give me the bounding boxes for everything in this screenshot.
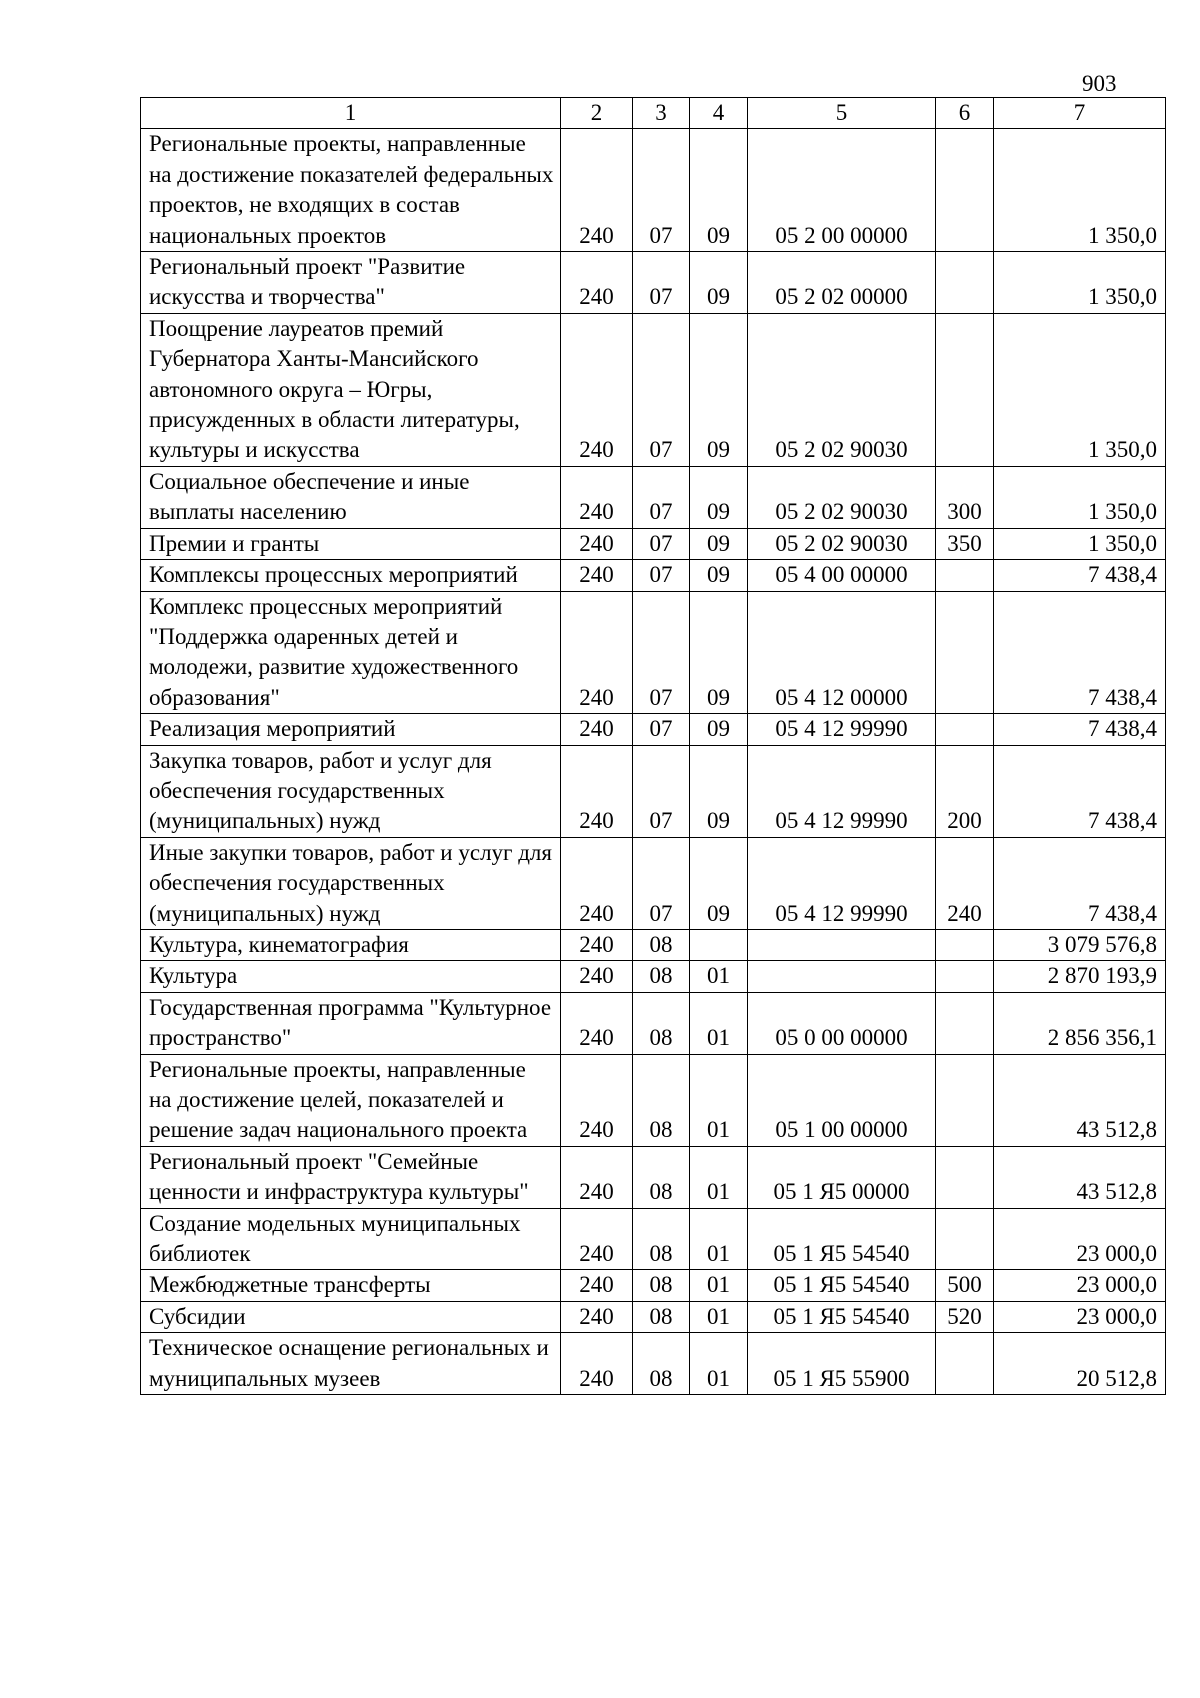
target-article-cell: 05 2 02 90030: [748, 466, 936, 528]
subsection-code-cell: 01: [690, 1146, 748, 1208]
ministry-code-cell: 240: [561, 252, 633, 314]
section-code-cell: 08: [633, 1208, 690, 1270]
amount-cell: 3 079 576,8: [994, 929, 1166, 960]
expense-type-cell: 350: [936, 528, 994, 559]
row-name-cell: Реализация мероприятий: [141, 714, 561, 745]
amount-cell: 1 350,0: [994, 313, 1166, 466]
row-name-cell: Межбюджетные трансферты: [141, 1270, 561, 1301]
subsection-code-cell: 09: [690, 466, 748, 528]
target-article-cell: 05 0 00 00000: [748, 992, 936, 1054]
row-name-cell: Государственная программа "Культурное пространство": [141, 992, 561, 1054]
target-article-cell: 05 4 12 99990: [748, 745, 936, 837]
ministry-code-cell: 240: [561, 929, 633, 960]
expense-type-cell: [936, 1054, 994, 1146]
row-name-cell: Социальное обеспечение и иные выплаты населению: [141, 466, 561, 528]
row-name-cell: Субсидии: [141, 1301, 561, 1332]
amount-cell: 43 512,8: [994, 1054, 1166, 1146]
target-article-cell: 05 4 12 99990: [748, 837, 936, 929]
section-code-cell: 08: [633, 992, 690, 1054]
subsection-code-cell: 09: [690, 528, 748, 559]
subsection-code-cell: 01: [690, 1208, 748, 1270]
amount-cell: 23 000,0: [994, 1208, 1166, 1270]
section-code-cell: 08: [633, 961, 690, 992]
target-article-cell: 05 1 00 00000: [748, 1054, 936, 1146]
row-name-cell: Комплекс процессных мероприятий "Поддержка одаренных детей и молодежи, развитие художественного образования": [141, 591, 561, 714]
target-article-cell: 05 2 02 90030: [748, 528, 936, 559]
table-row: [141, 528, 1166, 559]
header-cell: 5: [748, 98, 936, 129]
target-article-cell: 05 1 Я5 54540: [748, 1301, 936, 1332]
subsection-code-cell: 01: [690, 961, 748, 992]
amount-cell: 7 438,4: [994, 714, 1166, 745]
subsection-code-cell: 09: [690, 837, 748, 929]
row-name-cell: Культура: [141, 961, 561, 992]
row-name-cell: Премии и гранты: [141, 528, 561, 559]
ministry-code-cell: 240: [561, 714, 633, 745]
amount-cell: 7 438,4: [994, 591, 1166, 714]
section-code-cell: 08: [633, 1054, 690, 1146]
section-code-cell: 08: [633, 1333, 690, 1395]
ministry-code-cell: 240: [561, 1146, 633, 1208]
amount-cell: 7 438,4: [994, 560, 1166, 591]
ministry-code-cell: 240: [561, 1054, 633, 1146]
ministry-code-cell: 240: [561, 313, 633, 466]
section-code-cell: 08: [633, 1270, 690, 1301]
target-article-cell: 05 1 Я5 54540: [748, 1270, 936, 1301]
subsection-code-cell: 09: [690, 252, 748, 314]
target-article-cell: 05 1 Я5 54540: [748, 1208, 936, 1270]
row-name-cell: Комплексы процессных мероприятий: [141, 560, 561, 591]
table-row: [141, 714, 1166, 745]
row-name-cell: Техническое оснащение региональных и муниципальных музеев: [141, 1333, 561, 1395]
expense-type-cell: 500: [936, 1270, 994, 1301]
expense-type-cell: [936, 591, 994, 714]
section-code-cell: 07: [633, 129, 690, 252]
subsection-code-cell: 09: [690, 313, 748, 466]
ministry-code-cell: 240: [561, 560, 633, 591]
target-article-cell: 05 4 00 00000: [748, 560, 936, 591]
row-name-cell: Региональный проект "Развитие искусства и творчества": [141, 252, 561, 314]
target-article-cell: [748, 961, 936, 992]
section-code-cell: 07: [633, 313, 690, 466]
page-number: 903: [1082, 71, 1117, 96]
row-name-cell: Создание модельных муниципальных библиотек: [141, 1208, 561, 1270]
ministry-code-cell: 240: [561, 528, 633, 559]
section-code-cell: 07: [633, 528, 690, 559]
expense-type-cell: [936, 129, 994, 252]
section-code-cell: 07: [633, 466, 690, 528]
target-article-cell: 05 4 12 00000: [748, 591, 936, 714]
table-row: [141, 313, 1166, 466]
subsection-code-cell: 01: [690, 1054, 748, 1146]
table-row: [141, 129, 1166, 252]
section-code-cell: 07: [633, 560, 690, 591]
table-row: [141, 1301, 1166, 1332]
ministry-code-cell: 240: [561, 1301, 633, 1332]
header-cell: 2: [561, 98, 633, 129]
table-row: [141, 745, 1166, 837]
table-row: [141, 992, 1166, 1054]
ministry-code-cell: 240: [561, 1333, 633, 1395]
table-row: [141, 1333, 1166, 1395]
header-cell: 7: [994, 98, 1166, 129]
header-row: [141, 98, 1166, 129]
target-article-cell: [748, 929, 936, 960]
section-code-cell: 07: [633, 714, 690, 745]
target-article-cell: 05 2 00 00000: [748, 129, 936, 252]
amount-cell: 1 350,0: [994, 528, 1166, 559]
header-cell: 3: [633, 98, 690, 129]
subsection-code-cell: [690, 929, 748, 960]
target-article-cell: 05 4 12 99990: [748, 714, 936, 745]
ministry-code-cell: 240: [561, 961, 633, 992]
amount-cell: 20 512,8: [994, 1333, 1166, 1395]
ministry-code-cell: 240: [561, 1208, 633, 1270]
expense-type-cell: [936, 1333, 994, 1395]
header-cell: 4: [690, 98, 748, 129]
table-row: [141, 1208, 1166, 1270]
section-code-cell: 08: [633, 929, 690, 960]
expense-type-cell: [936, 1146, 994, 1208]
section-code-cell: 07: [633, 252, 690, 314]
subsection-code-cell: 09: [690, 129, 748, 252]
expense-type-cell: 200: [936, 745, 994, 837]
table-row: [141, 929, 1166, 960]
target-article-cell: 05 2 02 90030: [748, 313, 936, 466]
table-row: [141, 837, 1166, 929]
expense-type-cell: 240: [936, 837, 994, 929]
subsection-code-cell: 09: [690, 560, 748, 591]
amount-cell: 23 000,0: [994, 1270, 1166, 1301]
row-name-cell: Закупка товаров, работ и услуг для обеспечения государственных (муниципальных) нужд: [141, 745, 561, 837]
subsection-code-cell: 09: [690, 745, 748, 837]
ministry-code-cell: 240: [561, 992, 633, 1054]
amount-cell: 43 512,8: [994, 1146, 1166, 1208]
table-row: [141, 1054, 1166, 1146]
section-code-cell: 08: [633, 1146, 690, 1208]
row-name-cell: Поощрение лауреатов премий Губернатора Ханты-Мансийского автономного округа – Югры, присужденных в области литературы, культуры и искусства: [141, 313, 561, 466]
row-name-cell: Региональный проект "Семейные ценности и инфраструктура культуры": [141, 1146, 561, 1208]
amount-cell: 7 438,4: [994, 837, 1166, 929]
table-row: [141, 252, 1166, 314]
section-code-cell: 07: [633, 745, 690, 837]
expense-type-cell: [936, 252, 994, 314]
amount-cell: 1 350,0: [994, 129, 1166, 252]
ministry-code-cell: 240: [561, 745, 633, 837]
amount-cell: 23 000,0: [994, 1301, 1166, 1332]
expense-type-cell: [936, 1208, 994, 1270]
header-cell: 1: [141, 98, 561, 129]
ministry-code-cell: 240: [561, 837, 633, 929]
header-cell: 6: [936, 98, 994, 129]
table-row: [141, 961, 1166, 992]
amount-cell: 2 856 356,1: [994, 992, 1166, 1054]
expense-type-cell: [936, 714, 994, 745]
ministry-code-cell: 240: [561, 466, 633, 528]
table-row: [141, 591, 1166, 714]
section-code-cell: 08: [633, 1301, 690, 1332]
subsection-code-cell: 01: [690, 1301, 748, 1332]
target-article-cell: 05 1 Я5 55900: [748, 1333, 936, 1395]
subsection-code-cell: 01: [690, 992, 748, 1054]
target-article-cell: 05 1 Я5 00000: [748, 1146, 936, 1208]
amount-cell: 2 870 193,9: [994, 961, 1166, 992]
amount-cell: 1 350,0: [994, 466, 1166, 528]
row-name-cell: Культура, кинематография: [141, 929, 561, 960]
table-row: [141, 1270, 1166, 1301]
row-name-cell: Региональные проекты, направленные на достижение показателей федеральных проектов, не входящих в состав национальных проектов: [141, 129, 561, 252]
table-row: [141, 466, 1166, 528]
amount-cell: 1 350,0: [994, 252, 1166, 314]
row-name-cell: Иные закупки товаров, работ и услуг для обеспечения государственных (муниципальных) нужд: [141, 837, 561, 929]
table-row: [141, 560, 1166, 591]
expense-type-cell: [936, 961, 994, 992]
subsection-code-cell: 09: [690, 714, 748, 745]
ministry-code-cell: 240: [561, 1270, 633, 1301]
expense-type-cell: [936, 929, 994, 960]
subsection-code-cell: 09: [690, 591, 748, 714]
section-code-cell: 07: [633, 591, 690, 714]
expense-type-cell: 300: [936, 466, 994, 528]
target-article-cell: 05 2 02 00000: [748, 252, 936, 314]
amount-cell: 7 438,4: [994, 745, 1166, 837]
subsection-code-cell: 01: [690, 1333, 748, 1395]
budget-table: [140, 97, 1166, 1395]
row-name-cell: Региональные проекты, направленные на достижение целей, показателей и решение задач национального проекта: [141, 1054, 561, 1146]
expense-type-cell: 520: [936, 1301, 994, 1332]
expense-type-cell: [936, 560, 994, 591]
subsection-code-cell: 01: [690, 1270, 748, 1301]
ministry-code-cell: 240: [561, 591, 633, 714]
table-row: [141, 1146, 1166, 1208]
expense-type-cell: [936, 313, 994, 466]
expense-type-cell: [936, 992, 994, 1054]
section-code-cell: 07: [633, 837, 690, 929]
ministry-code-cell: 240: [561, 129, 633, 252]
